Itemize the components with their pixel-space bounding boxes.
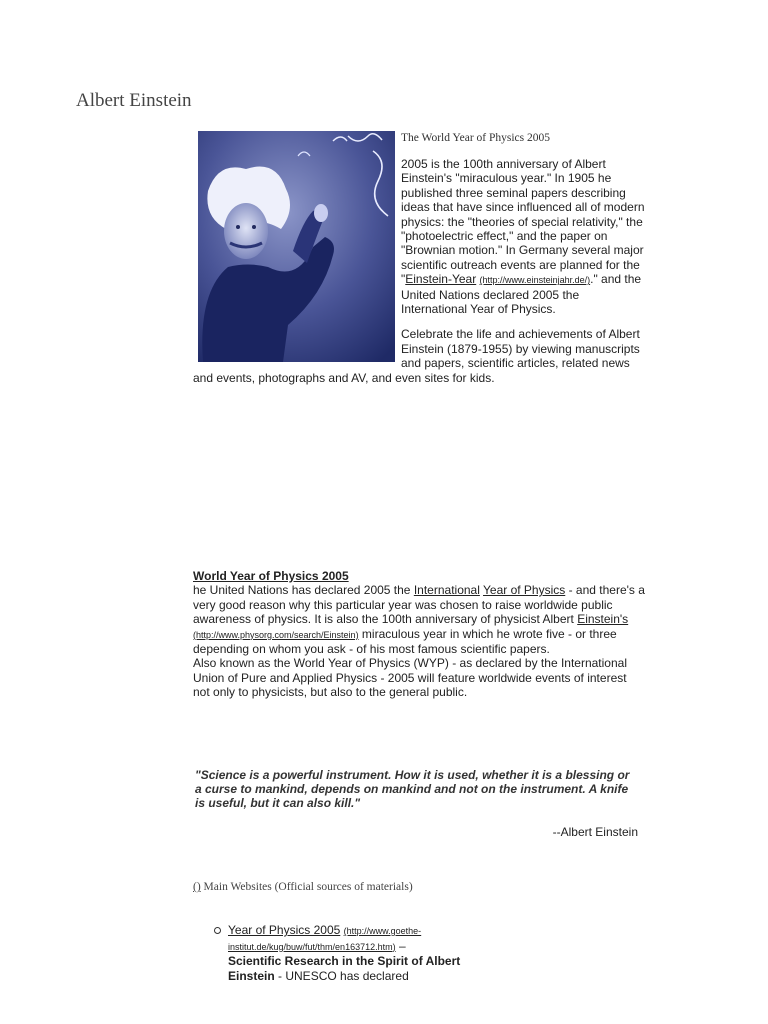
einstein-year-link[interactable]: Einstein-Year [405,272,477,287]
year-of-physics-link[interactable]: Year of Physics [483,583,566,598]
page-title: Albert Einstein [76,90,192,111]
international-link[interactable]: International [413,583,480,598]
list-item [228,923,468,983]
world-year-text-start: he United Nations has declared 2005 the [193,583,414,598]
intro-paragraph-2: Celebrate the life and achievements of Albert Einstein (1879-1955) by viewing manuscripts and papers, scientific articles, related news and events, photographs and AV, and even sites for kids. [193,327,640,385]
main-websites-list [213,923,468,983]
intro-text: 2005 is the 100th anniversary of Albert Einstein's "miraculous year." In 1905 he published three seminal papers describing ideas that have since influenced all of modern physics: the "theories of special relativity," the "photoelectric effect," and the paper on "Brownian motion." In Germany several major scientific outreach events are planned for the " [401,157,645,287]
world-year-text-after-link: miraculous year in which he wrote five - or three depending on whom you ask - of his most famous scientific papers. [193,626,617,657]
einsteins-url[interactable]: (http://www.physorg.com/search/Einstein) [193,629,359,640]
einstein-year-url[interactable]: (http://www.einsteinjahr.de/) [479,275,591,286]
main-websites-paren: () [193,881,201,893]
einsteins-link[interactable]: Einstein's [577,612,629,627]
world-year-text-mid: - and there's a very good reason why this particular year was chosen to raise worldwide public awareness of physics. It is also the 100th anniversary of physicist Albert [193,583,645,627]
main-websites-label: Main Websites (Official sources of materials) [200,881,413,893]
world-year-paragraph-2: Also known as the World Year of Physics (WYP) - as declared by the International Union of Pure and Applied Physics - 2005 will feature worldwide events of interest not only to physicists, but also to the general public. [193,656,627,700]
einstein-quote: "Science is a powerful instrument. How it is used, whether it is a blessing or a curse to mankind, depends on mankind and not on the instrument. A knife is useful, but it can also kill." [195,768,630,810]
intro-section [193,131,645,396]
year-of-physics-2005-link[interactable]: Year of Physics 2005 [228,923,341,937]
link-description-bold: Scientific Research in the Spirit of Albert Einstein [228,954,461,983]
intro-text-end: ." and the United Nations declared 2005 the International Year of Physics. [401,272,642,317]
link-description-rest: - UNESCO has declared [274,968,409,983]
world-year-heading: World Year of Physics 2005 [193,569,349,583]
world-year-section [193,569,645,700]
link-dash: – [395,938,406,953]
goethe-institut-url[interactable]: (http://www.goethe-institut.de/kug/buw/fut/thm/en163712.htm) [228,926,422,952]
intro-subtitle: The World Year of Physics 2005 [401,132,550,144]
main-websites-heading [193,881,413,893]
photo-spacer [193,131,401,367]
quote-attribution: --Albert Einstein [552,825,638,839]
world-year-paragraph [193,583,645,656]
bullet-circle-icon [214,927,221,934]
